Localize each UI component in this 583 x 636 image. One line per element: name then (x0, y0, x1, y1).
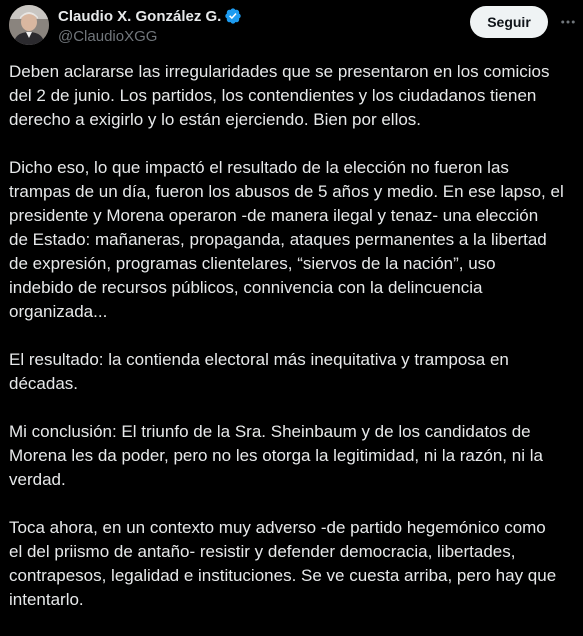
tweet-text-line: contrapesos, legalidad e instituciones. Se ve cuesta arriba, pero hay que (9, 566, 557, 585)
follow-button[interactable]: Seguir (470, 6, 548, 38)
tweet-text-line: indebido de recursos públicos, connivencia con la delincuencia (9, 278, 483, 297)
tweet-text-line: presidente y Morena operaron -de manera ilegal y tenaz- una elección (9, 206, 539, 225)
tweet-text-line: Morena les da poder, pero no les otorga la legitimidad, ni la razón, ni la (9, 446, 543, 465)
tweet-text-line: Deben aclararse las irregularidades que se presentaron en los comicios (9, 62, 550, 81)
author-info (58, 6, 242, 45)
tweet-text-line: organizada... (9, 302, 108, 321)
tweet-text-line: Mi conclusión: El triunfo de la Sra. Sheinbaum y de los candidatos de (9, 422, 531, 441)
tweet-header (0, 0, 583, 52)
author-name[interactable]: Claudio X. González G. (58, 7, 222, 25)
verified-badge-icon (224, 7, 242, 25)
author-handle[interactable]: @ClaudioXGG (58, 28, 158, 45)
author-name-row (58, 6, 242, 26)
avatar-image (9, 5, 49, 45)
more-horizontal-icon[interactable] (558, 12, 578, 32)
tweet-text-line: el del priismo de antaño- resistir y defender democracia, libertades, (9, 542, 516, 561)
tweet-paragraph (9, 60, 577, 132)
tweet-text-line: de expresión, programas clientelares, “siervos de la nación”, uso (9, 254, 496, 273)
tweet-text-line: El resultado: la contienda electoral más inequitativa y tramposa en (9, 350, 509, 369)
tweet-paragraph (9, 348, 577, 396)
tweet-text-line: Toca ahora, en un contexto muy adverso -de partido hegemónico como (9, 518, 546, 537)
avatar[interactable] (9, 5, 49, 45)
tweet-text-line: trampas de un día, fueron los abusos de 5 años y medio. En ese lapso, el (9, 182, 564, 201)
tweet-paragraph (9, 156, 577, 324)
tweet-text (9, 60, 577, 636)
tweet-text-line: derecho a exigirlo y lo están ejerciendo. Bien por ellos. (9, 110, 422, 129)
tweet-text-line: décadas. (9, 374, 78, 393)
tweet-paragraph (9, 420, 577, 492)
tweet-paragraph (9, 516, 577, 612)
tweet-text-line: del 2 de junio. Los partidos, los contendientes y los ciudadanos tienen (9, 86, 537, 105)
tweet-text-line: intentarlo. (9, 590, 84, 609)
tweet-text-line: verdad. (9, 470, 66, 489)
tweet-text-line: Dicho eso, lo que impactó el resultado de la elección no fueron las (9, 158, 509, 177)
tweet-text-line: de Estado: mañaneras, propaganda, ataques permanentes a la libertad (9, 230, 547, 249)
